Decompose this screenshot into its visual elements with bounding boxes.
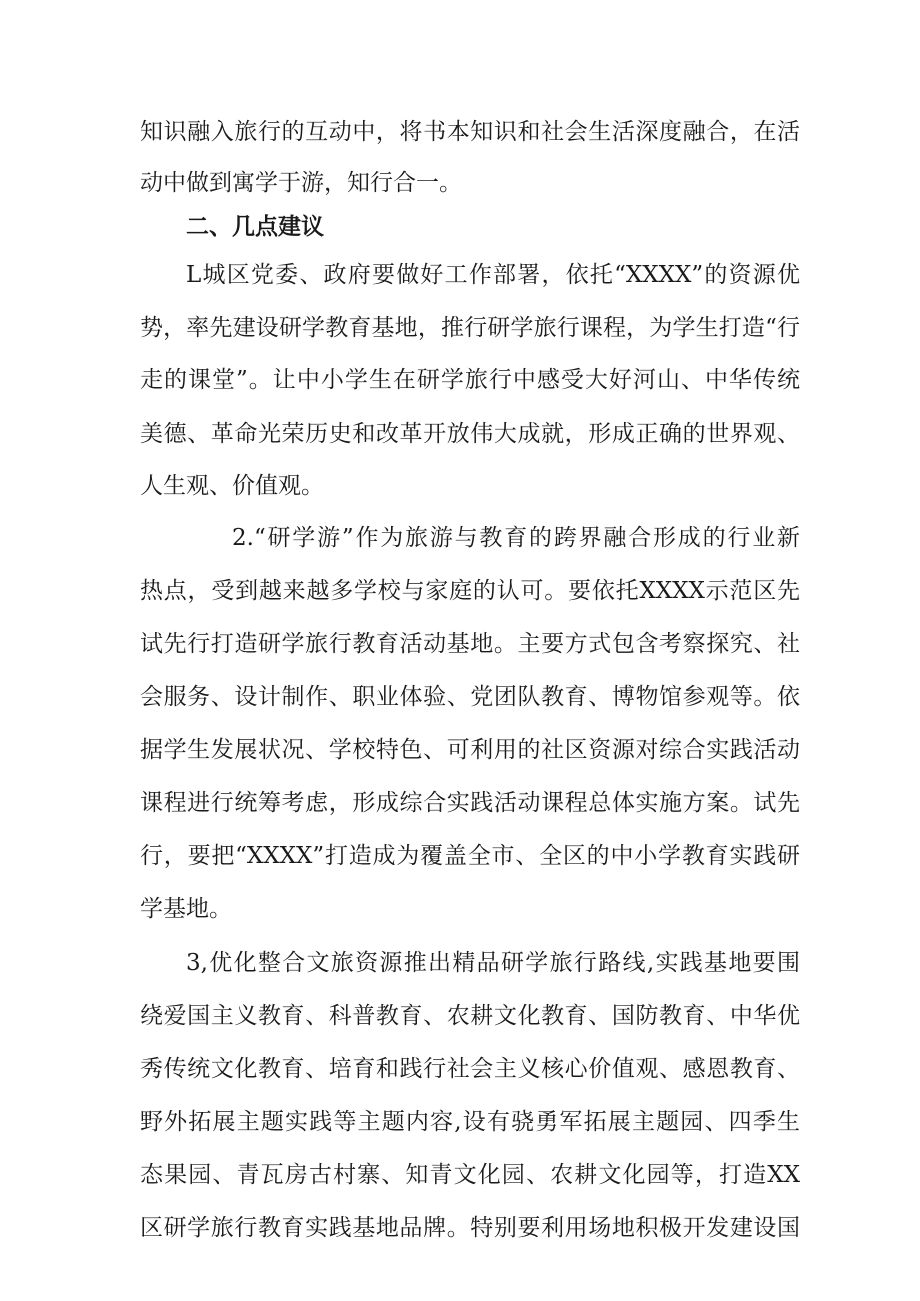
paragraph-line: 热点，受到越来越多学校与家庭的认可。要依托XXXX示范区先 bbox=[140, 578, 800, 604]
paragraph-line: 行，要把“XXXX”打造成为覆盖全市、全区的中小学教育实践研 bbox=[140, 843, 800, 869]
paragraph-line: 区研学旅行教育实践基地品牌。特别要利用场地积极开发建设国 bbox=[140, 1215, 800, 1241]
paragraph-line: 2.“研学游”作为旅游与教育的跨界融合形成的行业新 bbox=[232, 525, 800, 551]
paragraph-line: 3,优化整合文旅资源推出精品研学旅行路线,实践基地要围 bbox=[186, 950, 800, 976]
paragraph-line: 动中做到寓学于游，知行合一。 bbox=[140, 170, 462, 196]
paragraph-line: 走的课堂”。让中小学生在研学旅行中感受大好河山、中华传统 bbox=[140, 367, 800, 393]
paragraph-line: 会服务、设计制作、职业体验、党团队教育、博物馆参观等。依 bbox=[140, 684, 800, 710]
paragraph-line: 秀传统文化教育、培育和践行社会主义核心价值观、感恩教育、 bbox=[140, 1056, 800, 1082]
paragraph-line: 据学生发展状况、学校特色、可利用的社区资源对综合实践活动 bbox=[140, 737, 800, 763]
paragraph-line: 知识融入旅行的互动中，将书本知识和社会生活深度融合，在活 bbox=[140, 119, 800, 145]
paragraph-line: 学基地。 bbox=[140, 896, 232, 922]
paragraph-line: 绕爱国主义教育、科普教育、农耕文化教育、国防教育、中华优 bbox=[140, 1003, 800, 1029]
section-heading: 二、几点建议 bbox=[186, 214, 324, 240]
paragraph-line: 势，率先建设研学教育基地，推行研学旅行课程，为学生打造“行 bbox=[140, 315, 800, 341]
paragraph-line: 野外拓展主题实践等主题内容,设有骁勇军拓展主题园、四季生 bbox=[140, 1109, 800, 1135]
paragraph-line: 试先行打造研学旅行教育活动基地。主要方式包含考察探究、社 bbox=[140, 631, 800, 657]
paragraph-line: 人生观、价值观。 bbox=[140, 473, 324, 499]
paragraph-line: 态果园、青瓦房古村寨、知青文化园、农耕文化园等，打造XX bbox=[140, 1162, 800, 1188]
paragraph-line: 课程进行统筹考虑，形成综合实践活动课程总体实施方案。试先 bbox=[140, 790, 800, 816]
paragraph-line: L城区党委、政府要做好工作部署，依托“XXXX”的资源优 bbox=[186, 262, 800, 288]
paragraph-line: 美德、革命光荣历史和改革开放伟大成就，形成正确的世界观、 bbox=[140, 421, 800, 447]
